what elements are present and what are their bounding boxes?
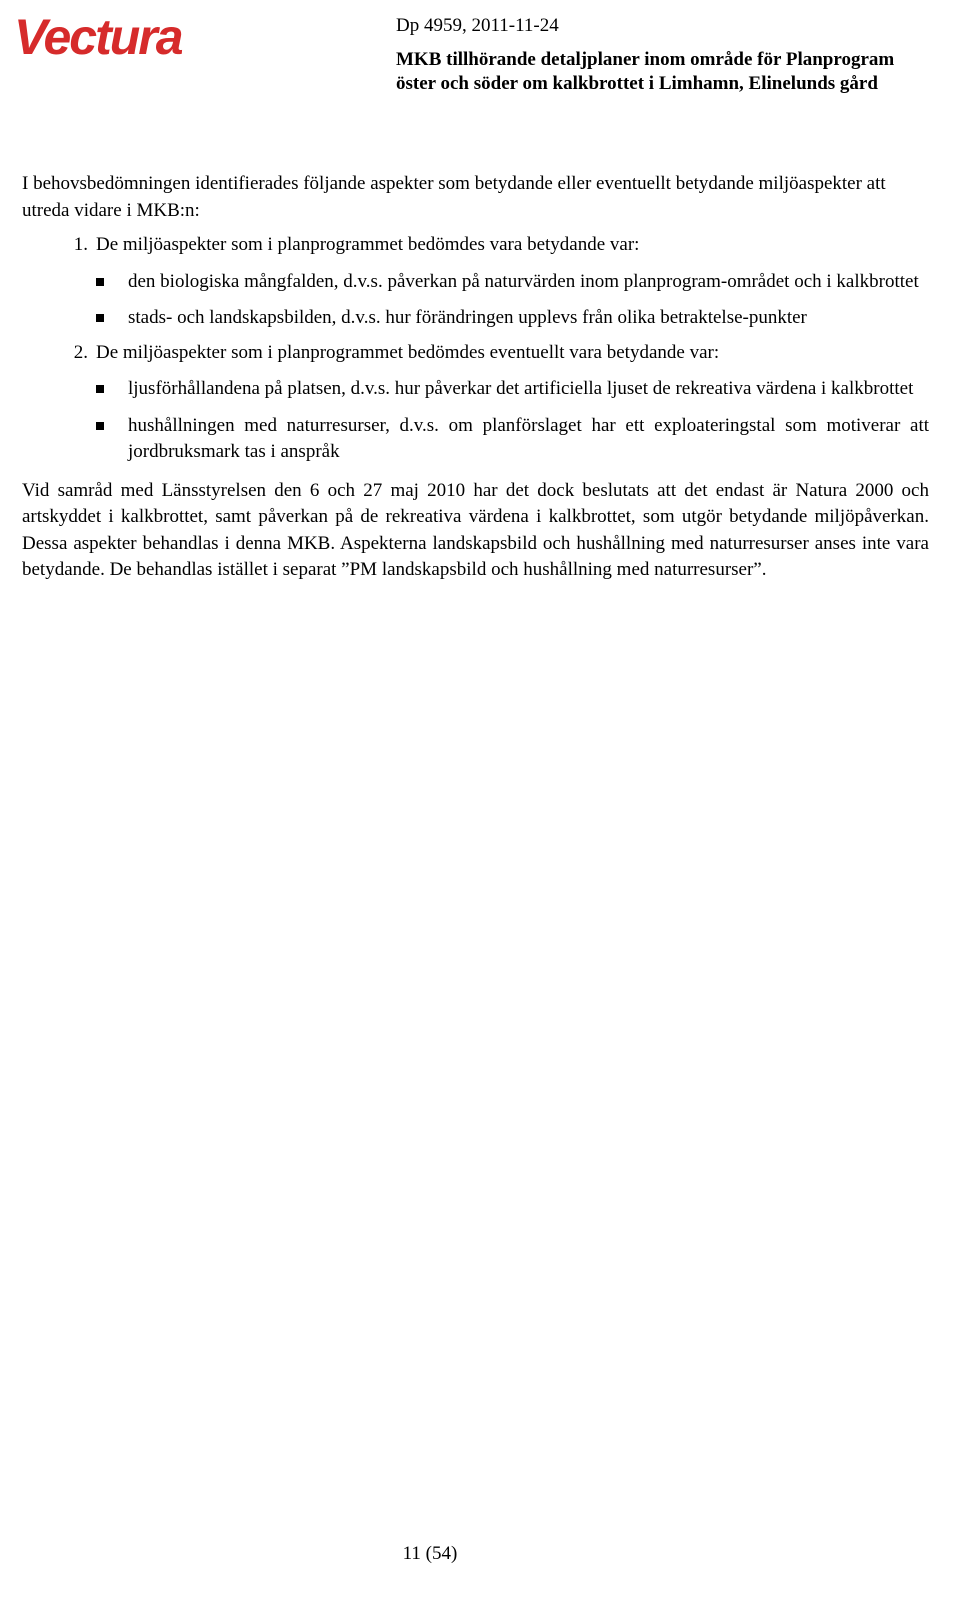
document-header [396, 14, 956, 96]
bullet-text: hushållningen med naturresurser, d.v.s. om planförslaget har ett exploateringstal som motiverar att jordbruksmark tas i anspråk [128, 414, 929, 462]
numbered-item-2 [22, 340, 929, 367]
square-bullet-icon [94, 413, 128, 466]
bullet-item [22, 305, 929, 332]
bullet-text: stads- och landskapsbilden, d.v.s. hur förändringen upplevs från olika betraktelse-punkter [128, 307, 807, 328]
item-text: De miljöaspekter som i planprogrammet bedömdes vara betydande var: [96, 234, 640, 255]
bullet-text: den biologiska mångfalden, d.v.s. påverkan på naturvärden inom planprogram-området och i kalkbrottet [128, 270, 919, 292]
document-title-line-2: öster och söder om kalkbrottet i Limhamn, Elinelunds gård [396, 73, 878, 94]
square-bullet-icon [94, 269, 128, 296]
document-reference: Dp 4959, 2011-11-24 [396, 15, 559, 36]
square-bullet-icon [94, 376, 128, 403]
bullet-item [22, 269, 929, 296]
item-text: De miljöaspekter som i planprogrammet bedömdes eventuellt vara betydande var: [96, 341, 720, 363]
intro-paragraph: I behovsbedömningen identifierades följande aspekter som betydande eller eventuellt betydande miljöaspekter att utreda vidare i MKB:n: [22, 173, 886, 221]
square-bullet-icon [94, 305, 128, 332]
svg-text:Vectura: Vectura [14, 9, 182, 65]
bullet-text: ljusförhållandena på platsen, d.v.s. hur påverkar det artificiella ljuset de rekreativa värdena i kalkbrottet [128, 378, 914, 399]
item-number: 2. [73, 341, 88, 363]
page-number: 11 (54) [402, 1543, 458, 1564]
vectura-logo [10, 8, 260, 68]
item-number: 1. [73, 234, 88, 255]
bullet-item [22, 413, 929, 466]
document-body [22, 171, 929, 584]
numbered-item-1 [22, 232, 929, 259]
bullet-item [22, 376, 929, 403]
closing-paragraph: Vid samråd med Länsstyrelsen den 6 och 27 maj 2010 har det dock beslutats att det endast är Natura 2000 och artskyddet i kalkbrottet, samt påverkan på de rekreativa värdena i kalkbrottet, som utgör betydande miljöpåverkan. Dessa aspekter behandlas i denna MKB. Aspekterna landskapsbild och hushållning med naturresurser anses inte vara betydande. De behandlas istället i separat ”PM landskapsbild och hushållning med naturresurser”. [22, 479, 929, 580]
document-title-line-1: MKB tillhörande detaljplaner inom område för Planprogram [396, 49, 895, 70]
